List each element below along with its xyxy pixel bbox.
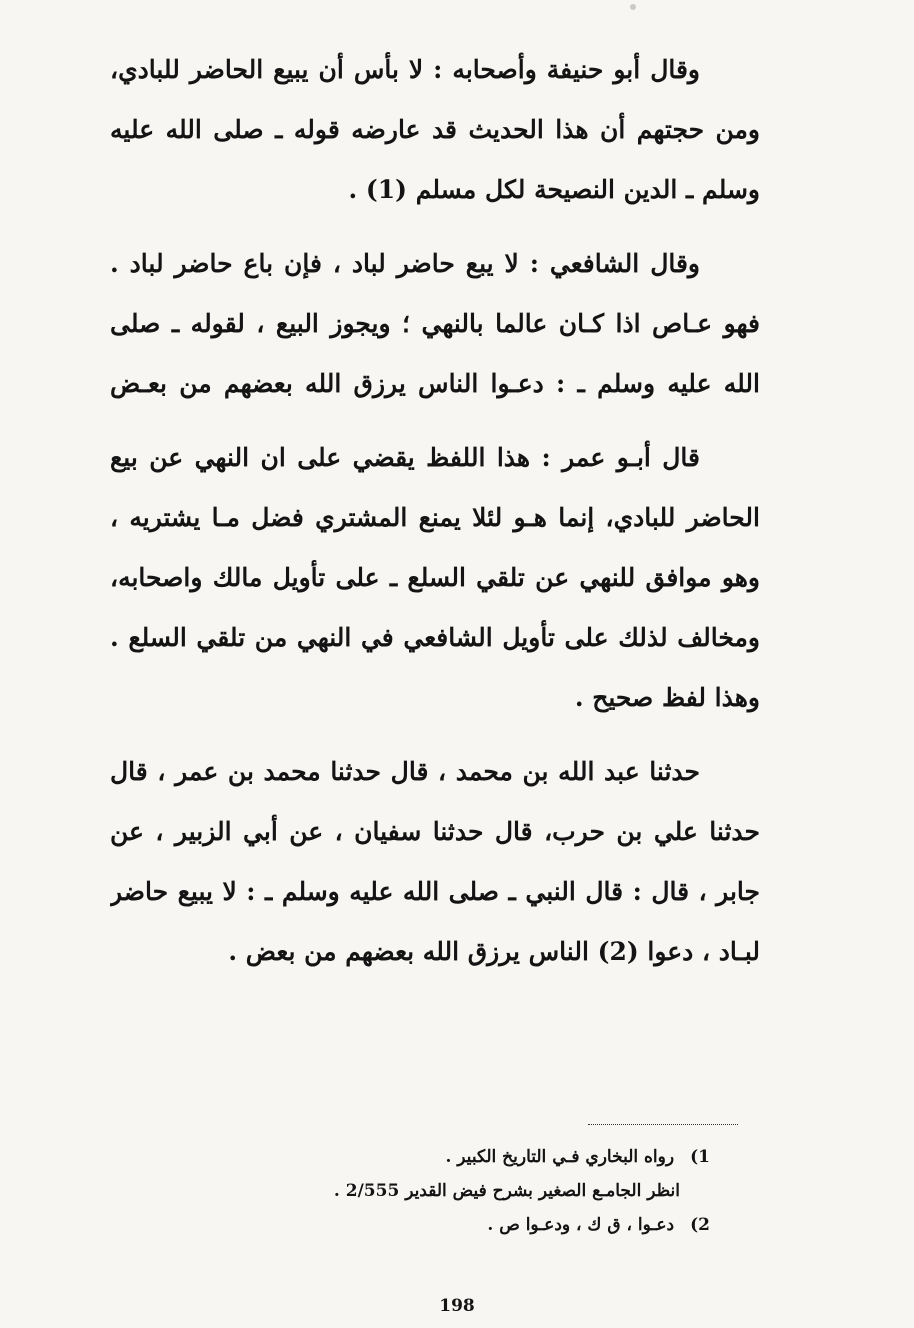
text-line: وقال الشافعي : لا يبع حاضر لباد ، فإن باع حاضر لباد .	[110, 249, 700, 278]
footnotes	[240, 1140, 710, 1242]
footnote-separator	[588, 1124, 738, 1125]
paragraph	[110, 428, 760, 728]
footnote-text: دعـوا ، ق ك ، ودعـوا ص .	[487, 1215, 675, 1235]
text-line: وهذا لفظ صحيح .	[574, 683, 760, 712]
main-text	[110, 40, 760, 996]
text-line: حدثنا علي بن حرب، قال حدثنا سفيان ، عن أبي الزبير ، عن	[110, 817, 760, 846]
text-line: ومخالف لذلك على تأويل الشافعي في النهي من تلقي السلع .	[110, 623, 760, 652]
paragraph	[110, 40, 760, 220]
text-line: وقال أبو حنيفة وأصحابه : لا بأس أن يبيع الحاضر للبادي،	[110, 55, 700, 84]
footnote	[240, 1140, 710, 1174]
scan-speck	[630, 4, 636, 10]
footnote-number: 1)	[690, 1147, 710, 1167]
page-number: 198	[439, 1296, 475, 1316]
text-line: الله عليه وسلم ـ : دعـوا الناس يرزق الله بعضهم من بعـض	[110, 369, 760, 398]
text-line: حدثنا عبد الله بن محمد ، قال حدثنا محمد بن عمر ، قال	[110, 757, 700, 786]
text-line: ومن حجتهم أن هذا الحديث قد عارضه قوله ـ صلى الله عليه	[110, 115, 760, 144]
text-line: وهو موافق للنهي عن تلقي السلع ـ على تأويل مالك واصحابه،	[110, 563, 760, 592]
paragraph	[110, 234, 760, 414]
footnote-number: 2)	[690, 1215, 710, 1235]
text-line: جابر ، قال : قال النبي ـ صلى الله عليه وسلم ـ : لا يبيع حاضر	[110, 877, 760, 906]
footnote	[240, 1208, 710, 1242]
footnote-text: انظر الجامـع الصغير بشرح فيض القدير 2/555 .	[333, 1181, 680, 1201]
text-line: لبـاد ، دعوا (2) الناس يرزق الله بعضهم من بعض .	[228, 937, 760, 966]
footnote	[240, 1174, 710, 1208]
text-line: الحاضر للبادي، إنما هـو لئلا يمنع المشتري فضل مـا يشتريه ،	[110, 503, 760, 532]
footnote-text: رواه البخاري فـي التاريخ الكبير .	[445, 1147, 675, 1167]
text-line: قال أبـو عمر : هذا اللفظ يقضي على ان النهي عن بيع	[110, 443, 700, 472]
text-line: فهو عـاص اذا كـان عالما بالنهي ؛ ويجوز البيع ، لقوله ـ صلى	[110, 309, 760, 338]
text-line: وسلم ـ الدين النصيحة لكل مسلم (1) .	[348, 175, 760, 204]
paragraph	[110, 742, 760, 982]
